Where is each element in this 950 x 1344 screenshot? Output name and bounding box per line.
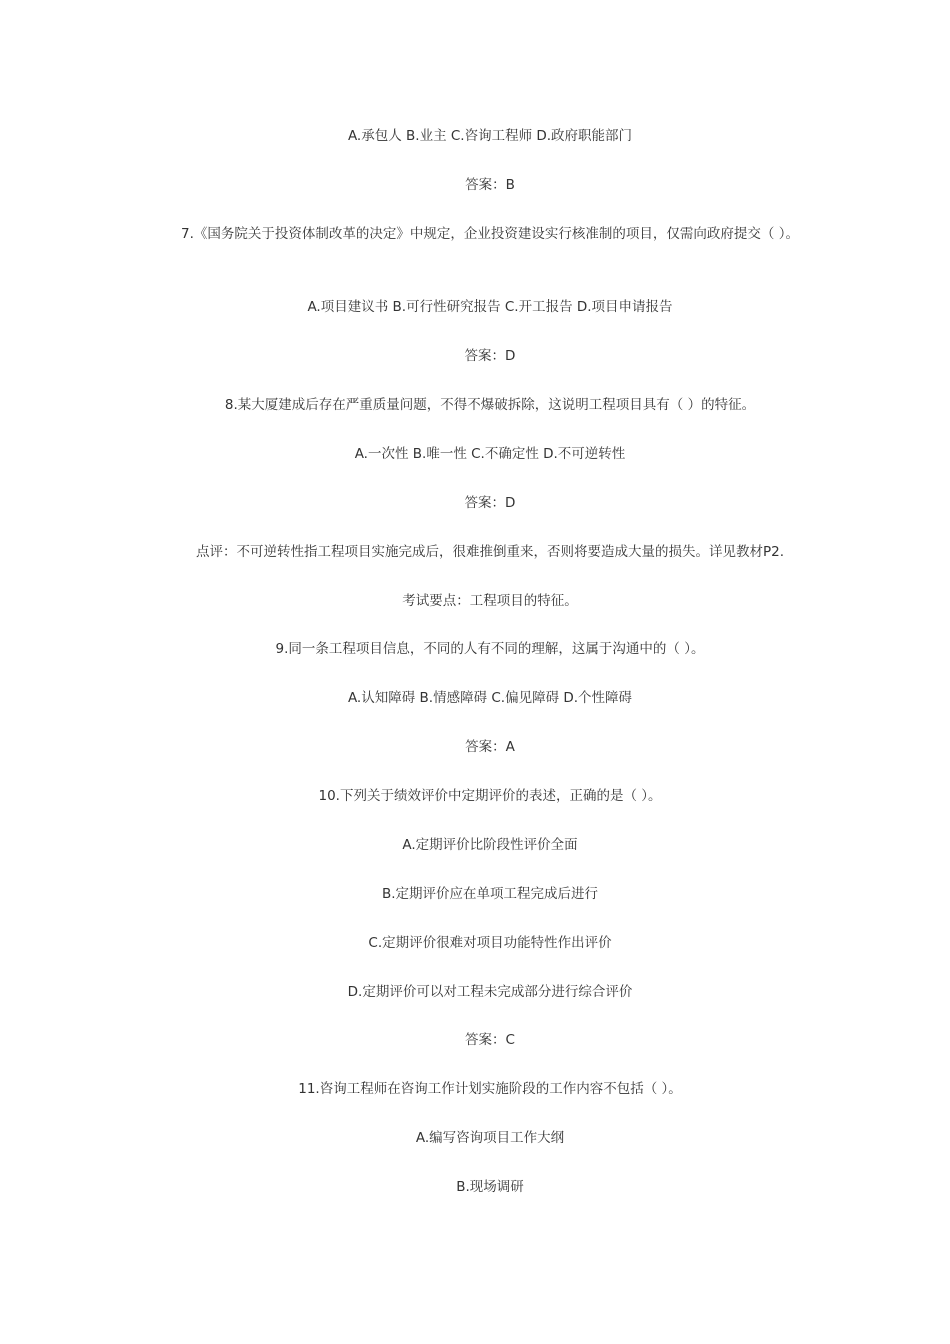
q10-answer: 答案：C [465,1032,515,1048]
q10-option-d: D.定期评价可以对工程未完成部分进行综合评价 [347,984,633,1000]
q9-question: 9.同一条工程项目信息，不同的人有不同的理解，这属于沟通中的（ ）。 [275,641,705,657]
q10-option-b: B.定期评价应在单项工程完成后进行 [381,886,599,902]
q7-options: A.项目建议书 B.可行性研究报告 C.开工报告 D.项目申请报告 [307,299,673,315]
q8-key-point: 考试要点：工程项目的特征。 [402,593,578,609]
q11-question: 11.咨询工程师在咨询工作计划实施阶段的工作内容不包括（ ）。 [298,1081,682,1097]
q6-answer: 答案：B [465,177,515,193]
q10-option-c: C.定期评价很难对项目功能特性作出评价 [368,935,612,951]
q9-options: A.认知障碍 B.情感障碍 C.偏见障碍 D.个性障碍 [347,690,633,706]
q9-answer: 答案：A [465,739,515,755]
q8-answer: 答案：D [464,495,516,511]
q8-question: 8.某大厦建成后存在严重质量问题，不得不爆破拆除，这说明工程项目具有（ ）的特征。 [224,397,756,413]
q10-question: 10.下列关于绩效评价中定期评价的表述，正确的是（ ）。 [318,788,662,804]
q11-option-a: A.编写咨询项目工作大纲 [415,1130,565,1146]
q8-options: A.一次性 B.唯一性 C.不确定性 D.不可逆转性 [354,446,626,462]
q7-question: 7.《国务院关于投资体制改革的决定》中规定，企业投资建设实行核准制的项目，仅需向政府提交（ ）。 [181,226,799,242]
q10-option-a: A.定期评价比阶段性评价全面 [402,837,578,853]
q7-answer: 答案：D [464,348,516,364]
q11-option-b: B.现场调研 [456,1179,524,1195]
q6-options: A.承包人 B.业主 C.咨询工程师 D.政府职能部门 [347,128,633,144]
q8-comment: 点评：不可逆转性指工程项目实施完成后，很难推倒重来，否则将要造成大量的损失。详见教材P2. [195,544,785,560]
